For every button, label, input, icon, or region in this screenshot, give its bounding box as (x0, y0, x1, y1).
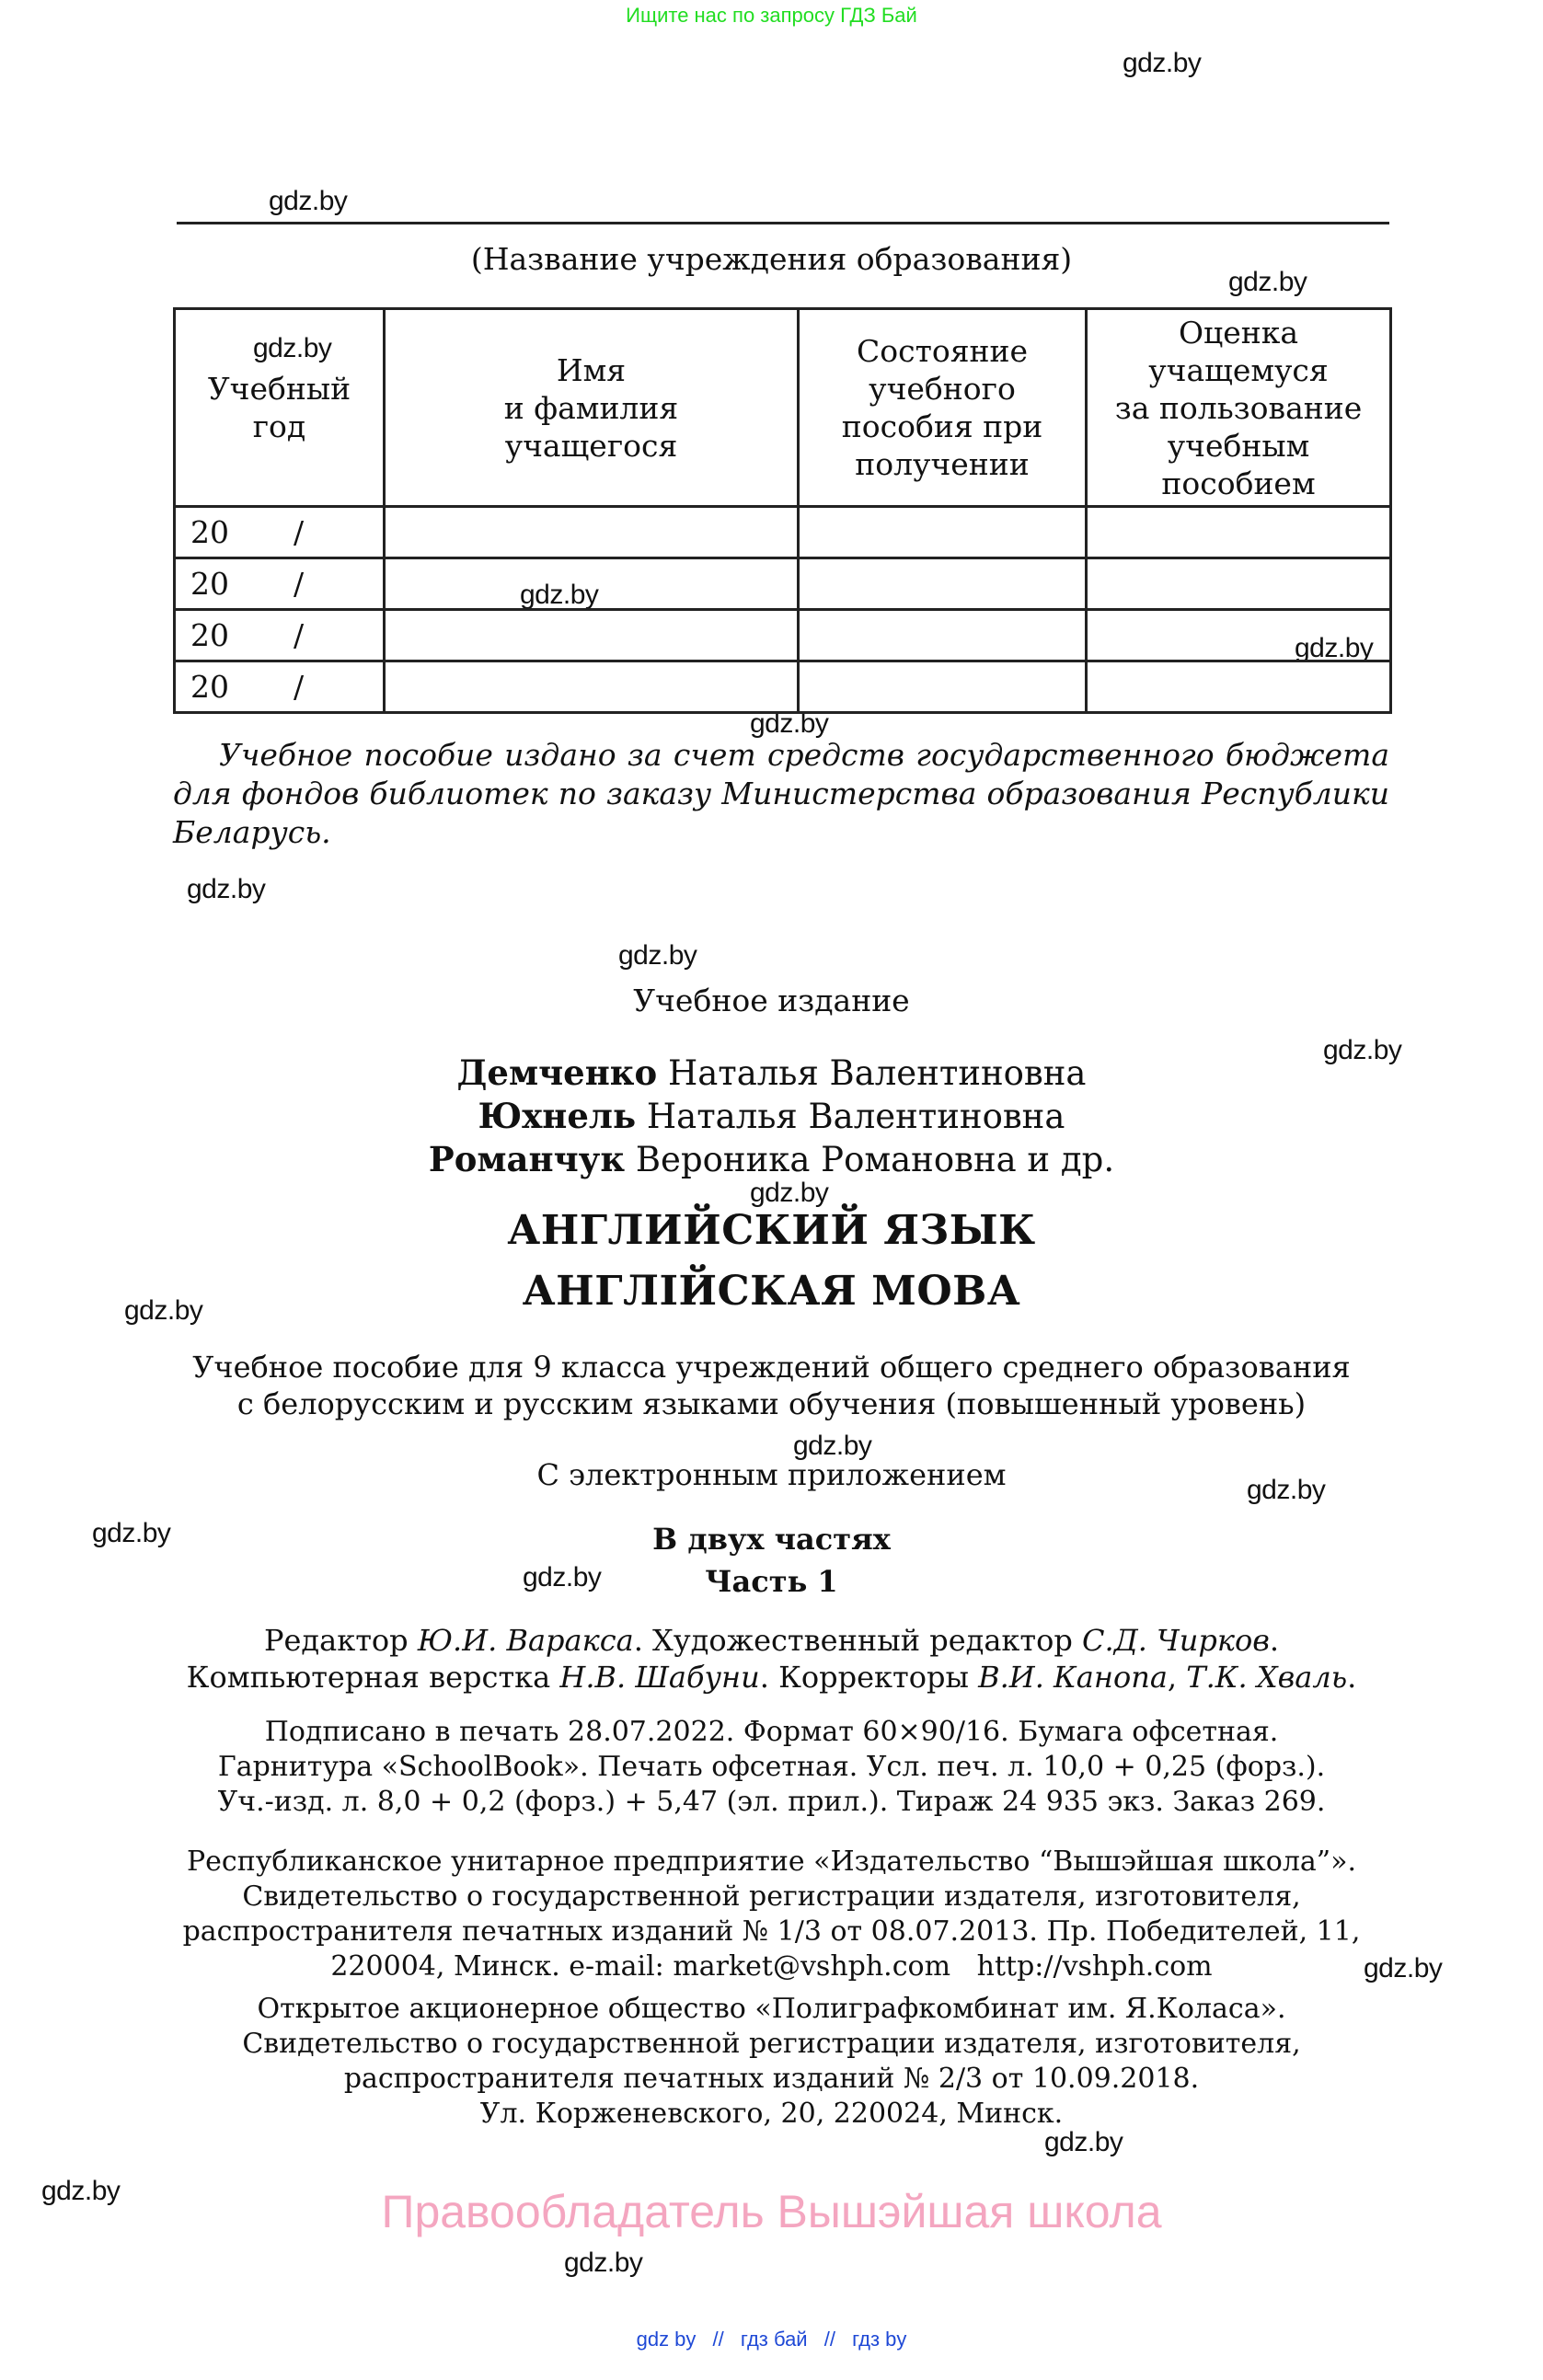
credit-role: . Корректоры (759, 1660, 979, 1695)
parts-note: В двух частях (652, 1522, 891, 1557)
credit-role: . (1269, 1623, 1280, 1658)
condition-cell (799, 507, 1087, 558)
description (0, 1349, 1543, 1422)
watermark-text: gdz.by (41, 2176, 121, 2206)
condition-cell (799, 610, 1087, 661)
credit-role: . Художественный редактор (633, 1623, 1083, 1658)
publisher-line: Республиканское унитарное предприятие «Издательство “Вышэйшая школа”». (186, 1845, 1357, 1878)
footer-link-gdz-by[interactable]: gdz by (636, 2328, 697, 2351)
watermark-text: gdz.by (618, 940, 697, 971)
name-cell (385, 610, 799, 661)
supplement-note: С электронным приложением (536, 1457, 1007, 1492)
footer-link-gdz-by-alt[interactable]: гдз by (852, 2328, 907, 2351)
person-name: Ю.И. Варакса (417, 1623, 634, 1658)
watermark-text: gdz.by (1123, 48, 1202, 78)
authors (0, 1052, 1543, 1181)
watermark-text: gdz.by (269, 186, 348, 216)
description-line: Учебное пособие для 9 класса учреждений общего среднего образования (192, 1350, 1351, 1385)
person-name: С.Д. Чирков (1082, 1623, 1270, 1658)
person-name: В.И. Канопа (978, 1660, 1168, 1695)
watermark-text: gdz.by (92, 1518, 171, 1548)
grade-cell (1087, 610, 1391, 661)
credits-layout-proofreaders (0, 1659, 1543, 1696)
person-name: Т.К. Хваль (1186, 1660, 1348, 1695)
promo-banner[interactable]: Ищите нас по запросу ГДЗ Бай (626, 4, 917, 27)
year-cell: 20 / (175, 610, 385, 661)
watermark-text: gdz.by (520, 580, 599, 610)
grade-cell (1087, 507, 1391, 558)
funding-note: Учебное пособие издано за счет средств государственного бюджета для фондов библиотек по заказу Министерства образования Республики Беларусь. (173, 737, 1389, 850)
credit-role: . (1347, 1660, 1357, 1695)
name-cell (385, 661, 799, 713)
header-grade: Оценка учащемуся за пользование учебным пособием (1087, 309, 1391, 507)
print-info-line: Гарнитура «SchoolBook». Печать офсетная. Усл. печ. л. 10,0 + 0,25 (форз.). (217, 1751, 1326, 1783)
title-russian: АНГЛИЙСКИЙ ЯЗЫК (507, 1207, 1036, 1254)
publisher-contacts[interactable]: 220004, Минск. e-mail: market@vshph.com http://vshph.com (330, 1950, 1213, 1983)
name-cell (385, 507, 799, 558)
watermark-text: gdz.by (564, 2248, 643, 2278)
footer-links (0, 2328, 1543, 2351)
part-number: Часть 1 (705, 1564, 838, 1599)
watermark-text: gdz.by (1295, 633, 1374, 663)
watermark-text: gdz.by (1247, 1475, 1326, 1505)
year-cell: 20 / (175, 507, 385, 558)
printer-line: Свидетельство о государственной регистрации издателя, изготовителя, (242, 2028, 1301, 2060)
table-row (175, 610, 1391, 661)
print-info-line: Подписано в печать 28.07.2022. Формат 60×90/16. Бумага офсетная. (264, 1716, 1279, 1748)
credit-role: , (1167, 1660, 1187, 1695)
year-cell: 20 / (175, 558, 385, 610)
print-info (0, 1715, 1543, 1820)
grade-cell (1087, 661, 1391, 713)
printer-info (0, 1992, 1543, 2132)
institution-name-line (177, 222, 1389, 224)
print-info-line: Уч.-изд. л. 8,0 + 0,2 (форз.) + 5,47 (эл. прил.). Тираж 24 935 экз. Заказ 269. (217, 1786, 1326, 1818)
publisher-info (0, 1845, 1543, 1984)
person-name: Н.В. Шабуни (559, 1660, 760, 1695)
watermark-text: gdz.by (750, 1178, 829, 1208)
watermark-text: gdz.by (793, 1431, 872, 1461)
table-row (175, 661, 1391, 713)
author-line: Демченко Наталья Валентиновна (456, 1052, 1087, 1093)
condition-cell (799, 558, 1087, 610)
publisher-line: Свидетельство о государственной регистрации издателя, изготовителя, (242, 1880, 1301, 1913)
author-line: Романчук Вероника Романовна и др. (428, 1139, 1115, 1179)
watermark-text: gdz.by (187, 874, 266, 904)
publisher-line: распространителя печатных изданий № 1/3 от 08.07.2013. Пр. Победителей, 11, (182, 1915, 1361, 1948)
watermark-text: gdz.by (1323, 1035, 1402, 1065)
credit-role: Компьютерная верстка (186, 1660, 560, 1695)
name-cell (385, 558, 799, 610)
table-row (175, 507, 1391, 558)
printer-line: Открытое акционерное общество «Полиграфкомбинат им. Я.Коласа». (257, 1993, 1286, 2025)
footer-separator: // (712, 2328, 724, 2351)
credits (0, 1622, 1543, 1696)
table-row (175, 558, 1391, 610)
grade-cell (1087, 558, 1391, 610)
watermark-text: gdz.by (1364, 1953, 1443, 1983)
condition-cell (799, 661, 1087, 713)
edition-type: Учебное издание (633, 983, 910, 1018)
header-condition: Состояние учебного пособия при получении (799, 309, 1087, 507)
watermark-text: gdz.by (1044, 2127, 1123, 2157)
institution-caption: (Название учреждения образования) (470, 241, 1073, 277)
year-cell: 20 / (175, 661, 385, 713)
copyright-holder: Правообладатель Вышэйшая школа (381, 2186, 1162, 2237)
header-student-name: Имя и фамилия учащегося (385, 309, 799, 507)
watermark-text: gdz.by (124, 1295, 203, 1326)
watermark-text: gdz.by (750, 708, 829, 739)
author-line: Юхнель Наталья Валентиновна (478, 1096, 1065, 1136)
textbook-usage-table (173, 307, 1392, 714)
credit-role: Редактор (263, 1623, 418, 1658)
credits-editors (0, 1622, 1543, 1659)
title-belarusian: АНГЛІЙСКАЯ МОВА (522, 1268, 1021, 1315)
footer-link-gdz-bai[interactable]: гдз бай (740, 2328, 808, 2351)
printer-line: распространителя печатных изданий № 2/3 от 10.09.2018. (343, 2063, 1200, 2095)
footer-separator: // (823, 2328, 835, 2351)
description-line: с белорусским и русским языками обучения (повышенный уровень) (236, 1386, 1307, 1421)
watermark-text: gdz.by (1228, 267, 1307, 297)
watermark-text: gdz.by (253, 333, 332, 363)
table-header-row (175, 309, 1391, 507)
watermark-text: gdz.by (523, 1562, 602, 1592)
printer-line: Ул. Корженевского, 20, 220024, Минск. (479, 2098, 1064, 2130)
header-academic-year: Учебный год (175, 309, 385, 507)
